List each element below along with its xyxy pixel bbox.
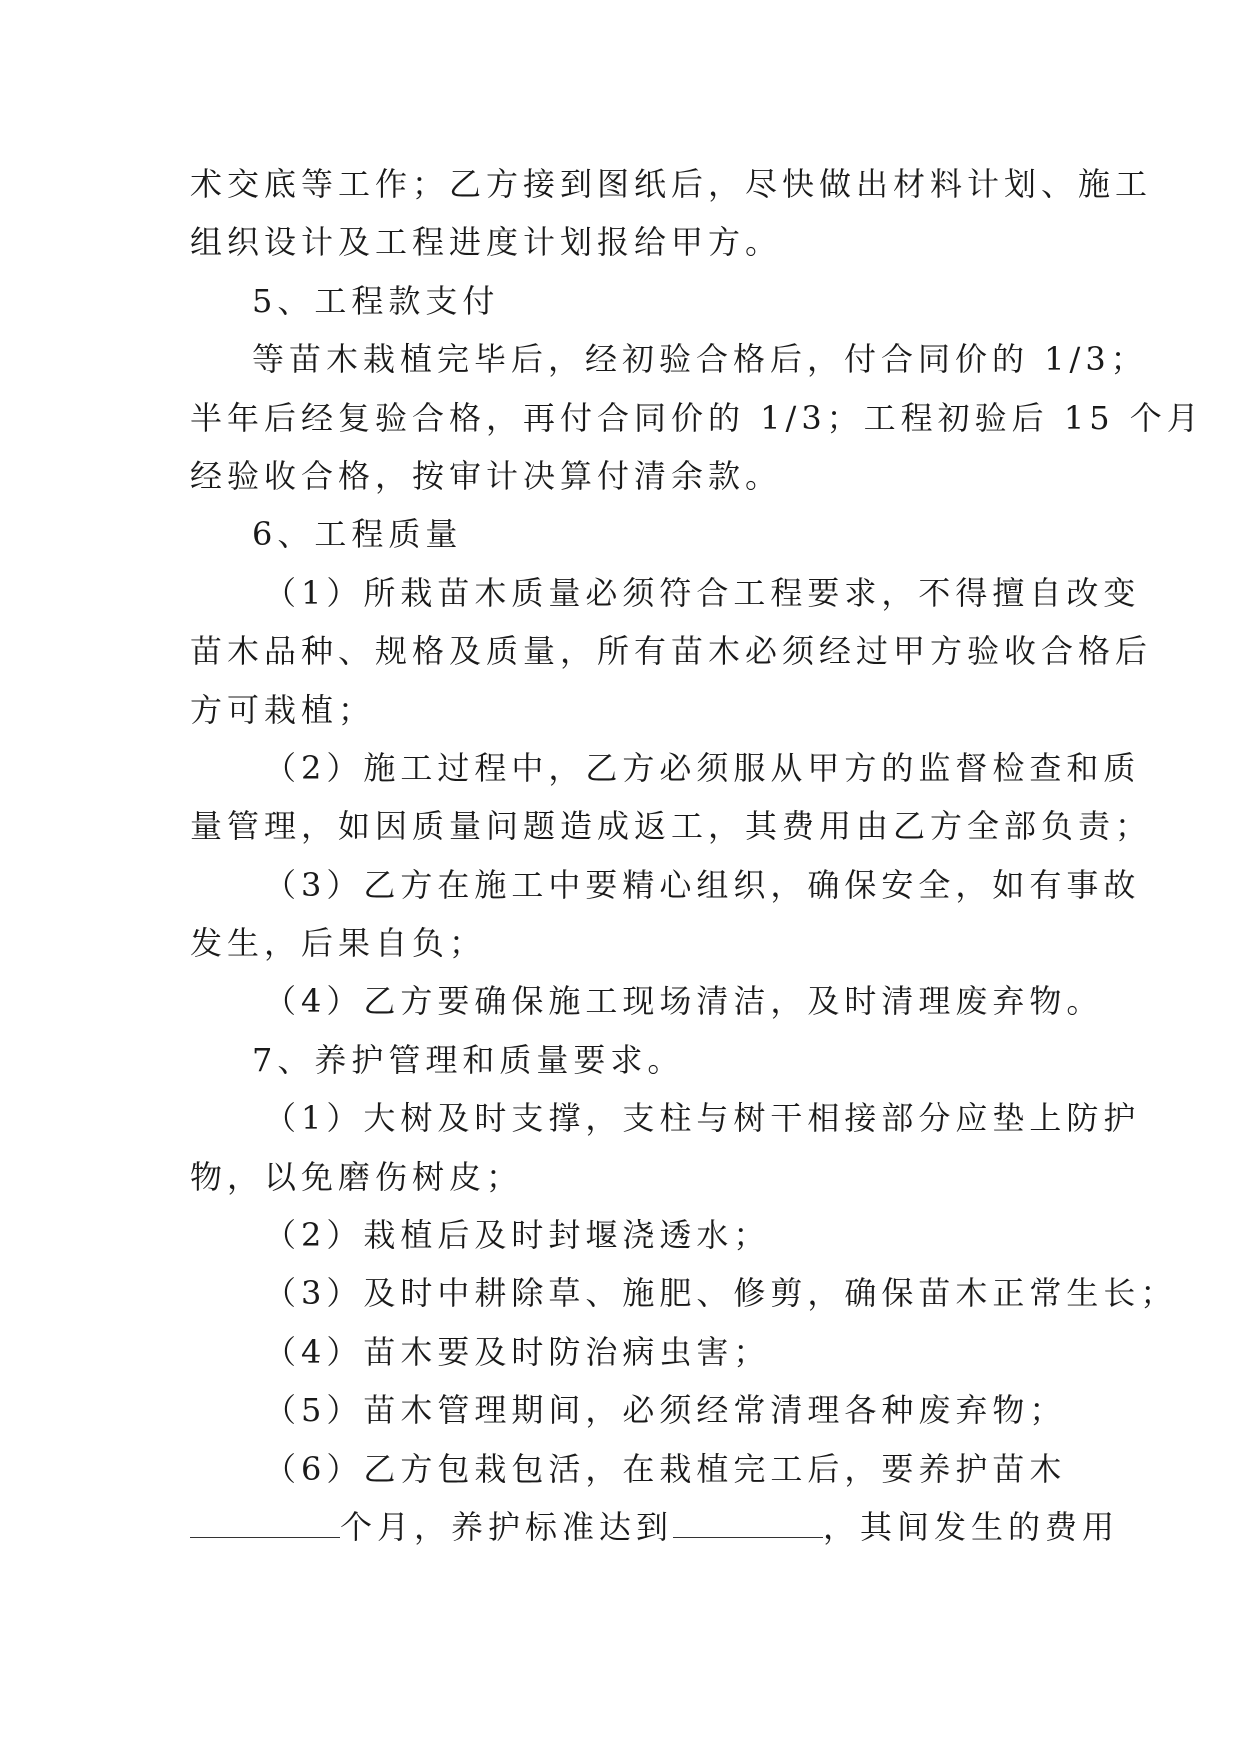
list-item: （2）栽植后及时封堰浇透水； bbox=[264, 1216, 771, 1255]
list-item: （4）苗木要及时防治病虫害； bbox=[264, 1332, 771, 1371]
list-item: （1）所栽苗木质量必须符合工程要求，不得擅自改变 bbox=[264, 573, 1141, 612]
list-item: （6）乙方包栽包活，在栽植完工后，要养护苗木 bbox=[264, 1449, 1067, 1488]
paragraph-line: 苗木品种、规格及质量，所有苗木必须经过甲方验收合格后 bbox=[190, 632, 1153, 671]
document-body bbox=[190, 155, 1204, 1556]
blank-text-segment: ，其间发生的费用 bbox=[823, 1507, 1120, 1546]
fill-in-blank-standard[interactable] bbox=[673, 1509, 823, 1538]
paragraph-line: 方可栽植； bbox=[190, 690, 376, 729]
paragraph-line: 物，以免磨伤树皮； bbox=[190, 1157, 524, 1196]
paragraph-line: 等苗木栽植完毕后，经初验合格后，付合同价的 1/3； bbox=[252, 340, 1148, 379]
blank-text-segment: 个月，养护标准达到 bbox=[340, 1507, 674, 1546]
paragraph-line: 术交底等工作；乙方接到图纸后，尽快做出材料计划、施工 bbox=[190, 165, 1153, 203]
list-item: （5）苗木管理期间，必须经常清理各种废弃物； bbox=[264, 1391, 1067, 1430]
section-heading-maintenance: 7、养护管理和质量要求。 bbox=[252, 1040, 685, 1079]
paragraph-line: 量管理，如因质量问题造成返工，其费用由乙方全部负责； bbox=[190, 807, 1153, 846]
fill-in-blank-months[interactable] bbox=[190, 1509, 340, 1538]
section-heading-payment: 5、工程款支付 bbox=[252, 281, 500, 320]
list-item: （3）及时中耕除草、施肥、修剪，确保苗木正常生长； bbox=[264, 1274, 1178, 1313]
section-heading-quality: 6、工程质量 bbox=[252, 515, 463, 554]
paragraph-line: 经验收合格，按审计决算付清余款。 bbox=[190, 456, 783, 495]
list-item: （2）施工过程中，乙方必须服从甲方的监督检查和质 bbox=[264, 748, 1141, 787]
list-item: （3）乙方在施工中要精心组织，确保安全，如有事故 bbox=[264, 865, 1141, 904]
paragraph-line-with-blanks bbox=[190, 1498, 1120, 1556]
paragraph-line: 半年后经复验合格，再付合同价的 1/3；工程初验后 15 个月 bbox=[190, 398, 1204, 437]
list-item: （1）大树及时支撑，支柱与树干相接部分应垫上防护 bbox=[264, 1099, 1141, 1138]
paragraph-line: 发生，后果自负； bbox=[190, 924, 487, 963]
paragraph-line: 组织设计及工程进度计划报给甲方。 bbox=[190, 223, 783, 262]
list-item: （4）乙方要确保施工现场清洁，及时清理废弃物。 bbox=[264, 982, 1104, 1021]
